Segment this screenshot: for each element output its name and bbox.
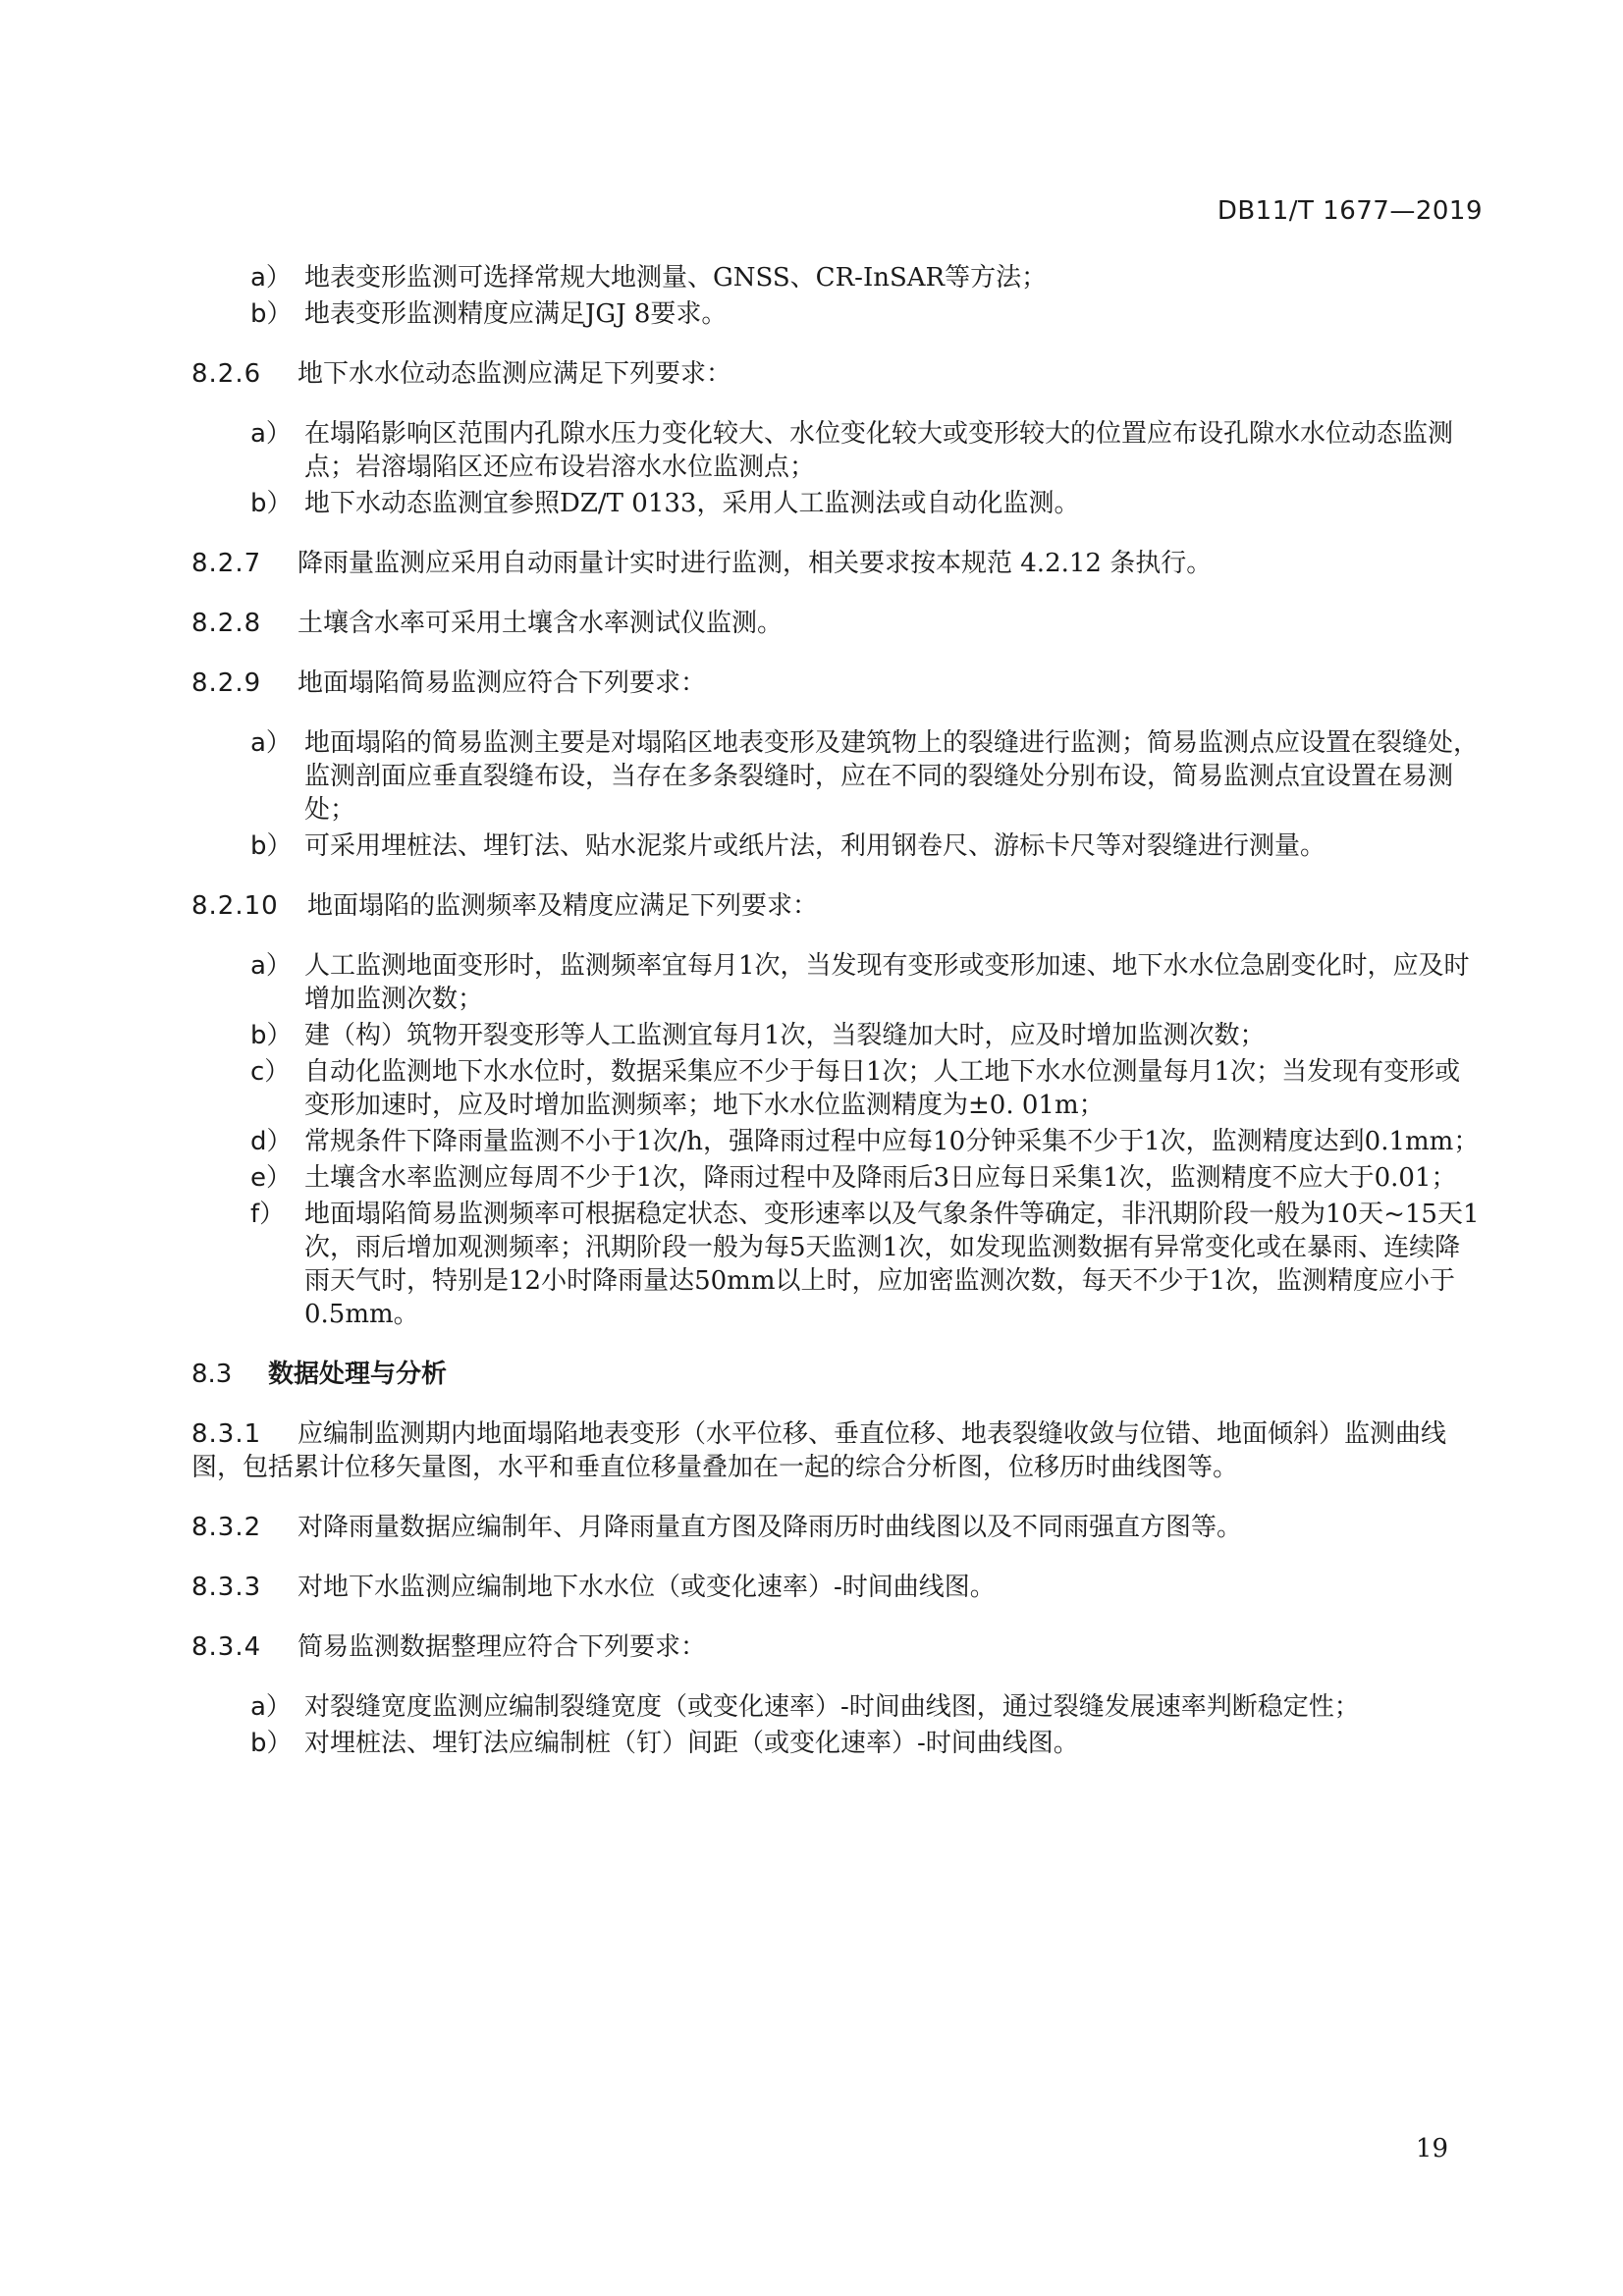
clause-number: 8.2.9 <box>191 668 262 698</box>
list-item <box>191 1727 1483 1760</box>
item-mark: b） <box>250 831 293 861</box>
clause-8-3-4 <box>191 1630 1483 1664</box>
item-text: 地面塌陷的简易监测主要是对塌陷区地表变形及建筑物上的裂缝进行监测；简易监测点应设置在裂缝处，监测剖面应垂直裂缝布设，当存在多条裂缝时，应在不同的裂缝处分别布设，简易监测点宜设置在易测处； <box>304 728 1480 825</box>
list-item <box>191 297 1483 331</box>
clause-number: 8.2.8 <box>191 609 262 638</box>
item-text: 地面塌陷简易监测频率可根据稳定状态、变形速率以及气象条件等确定，非汛期阶段一般为10天~15天1次，雨后增加观测频率；汛期阶段一般为每5天监测1次，如发现监测数据有异常变化或在暴雨、连续降雨天气时，特别是12小时降雨量达50mm以上时，应加密监测次数，每天不少于1次，监测精度应小于0.5mm。 <box>304 1200 1480 1329</box>
item-text: 对埋桩法、埋钉法应编制桩（钉）间距（或变化速率）-时间曲线图。 <box>304 1729 1079 1758</box>
clause-8-2-9 <box>191 667 1483 700</box>
list-item <box>191 1125 1483 1158</box>
clause-number: 8.3.2 <box>191 1513 262 1542</box>
clause-8-2-8 <box>191 607 1483 640</box>
item-mark: a） <box>250 951 292 981</box>
item-mark: a） <box>250 728 292 758</box>
item-mark: a） <box>250 1692 292 1722</box>
clause-8-2-10 <box>191 889 1483 923</box>
clause-number: 8.3.3 <box>191 1573 262 1602</box>
clause-text: 地下水水位动态监测应满足下列要求： <box>298 359 732 389</box>
list-item <box>191 1198 1483 1331</box>
list-item <box>191 1161 1483 1195</box>
item-mark: a） <box>250 419 292 449</box>
clause-8-2-7 <box>191 547 1483 580</box>
item-mark: b） <box>250 489 293 518</box>
list-8-2-6-items <box>191 417 1483 520</box>
list-item <box>191 949 1483 1016</box>
item-text: 常规条件下降雨量监测不小于1次/h，强降雨过程中应每10分钟采集不少于1次，监测精度达到0.1mm； <box>304 1127 1480 1156</box>
page-number: 19 <box>1415 2134 1448 2163</box>
clause-text: 简易监测数据整理应符合下列要求： <box>298 1632 707 1662</box>
clause-8-3-1 <box>191 1417 1483 1484</box>
item-text: 可采用埋桩法、埋钉法、贴水泥浆片或纸片法，利用钢卷尺、游标卡尺等对裂缝进行测量。 <box>304 831 1326 861</box>
item-mark: e） <box>250 1163 292 1193</box>
list-item <box>191 1019 1483 1052</box>
clause-number: 8.2.10 <box>191 891 279 921</box>
clause-8-3-2 <box>191 1511 1483 1544</box>
list-item <box>191 829 1483 863</box>
clause-number: 8.3.1 <box>191 1419 262 1449</box>
item-text: 地下水动态监测宜参照DZ/T 0133，采用人工监测法或自动化监测。 <box>304 489 1080 518</box>
list-item <box>191 261 1483 294</box>
item-text: 自动化监测地下水水位时，数据采集应不少于每日1次；人工地下水水位测量每月1次；当发现有变形或变形加速时，应及时增加监测频率；地下水水位监测精度为±0. 01m； <box>304 1057 1461 1120</box>
item-mark: b） <box>250 1729 293 1758</box>
clause-text: 应编制监测期内地面塌陷地表变形（水平位移、垂直位移、地表裂缝收敛与位错、地面倾斜）监测曲线图，包括累计位移矢量图，水平和垂直位移量叠加在一起的综合分析图，位移历时曲线图等。 <box>191 1419 1447 1482</box>
list-item <box>191 1690 1483 1724</box>
clause-text: 降雨量监测应采用自动雨量计实时进行监测，相关要求按本规范 4.2.12 条执行。 <box>298 549 1213 578</box>
clause-text: 地面塌陷的监测频率及精度应满足下列要求： <box>307 891 819 921</box>
list-item <box>191 417 1483 484</box>
section-title-text: 数据处理与分析 <box>268 1360 448 1389</box>
item-mark: f） <box>250 1200 286 1229</box>
item-text: 土壤含水率监测应每周不少于1次，降雨过程中及降雨后3日应每日采集1次，监测精度不应大于0.01； <box>304 1163 1457 1193</box>
list-8-3-4-items <box>191 1690 1483 1760</box>
item-text: 人工监测地面变形时，监测频率宜每月1次，当发现有变形或变形加速、地下水水位急剧变化时，应及时增加监测次数； <box>304 951 1470 1014</box>
clause-text: 地面塌陷简易监测应符合下列要求： <box>298 668 707 698</box>
item-text: 对裂缝宽度监测应编制裂缝宽度（或变化速率）-时间曲线图，通过裂缝发展速率判断稳定性； <box>304 1692 1360 1722</box>
section-heading-8-3 <box>191 1358 1483 1391</box>
clause-text: 对地下水监测应编制地下水水位（或变化速率）-时间曲线图。 <box>298 1573 996 1602</box>
item-mark: b） <box>250 299 293 329</box>
page-content <box>191 261 1483 1787</box>
list-8-2-10-items <box>191 949 1483 1331</box>
clause-number: 8.2.6 <box>191 359 262 389</box>
list-item <box>191 726 1483 827</box>
item-mark: b） <box>250 1021 293 1050</box>
item-text: 建（构）筑物开裂变形等人工监测宜每月1次，当裂缝加大时，应及时增加监测次数； <box>304 1021 1266 1050</box>
list-item <box>191 487 1483 520</box>
item-text: 地表变形监测精度应满足JGJ 8要求。 <box>304 299 728 329</box>
clause-8-2-6 <box>191 357 1483 391</box>
clause-text: 土壤含水率可采用土壤含水率测试仪监测。 <box>298 609 784 638</box>
list-item <box>191 1055 1483 1122</box>
item-text: 地表变形监测可选择常规大地测量、GNSS、CR-InSAR等方法； <box>304 263 1048 293</box>
clause-number: 8.2.7 <box>191 549 262 578</box>
clause-text: 对降雨量数据应编制年、月降雨量直方图及降雨历时曲线图以及不同雨强直方图等。 <box>298 1513 1243 1542</box>
item-mark: a） <box>250 263 292 293</box>
item-mark: c） <box>250 1057 291 1087</box>
clause-8-3-3 <box>191 1571 1483 1604</box>
item-mark: d） <box>250 1127 293 1156</box>
clause-number: 8.3.4 <box>191 1632 262 1662</box>
item-text: 在塌陷影响区范围内孔隙水压力变化较大、水位变化较大或变形较大的位置应布设孔隙水水位动态监测点；岩溶塌陷区还应布设岩溶水水位监测点； <box>304 419 1454 482</box>
list-8-2-9-items <box>191 726 1483 863</box>
list-8-2-5-items <box>191 261 1483 331</box>
section-number: 8.3 <box>191 1360 233 1389</box>
document-code-header: DB11/T 1677—2019 <box>1217 196 1483 226</box>
